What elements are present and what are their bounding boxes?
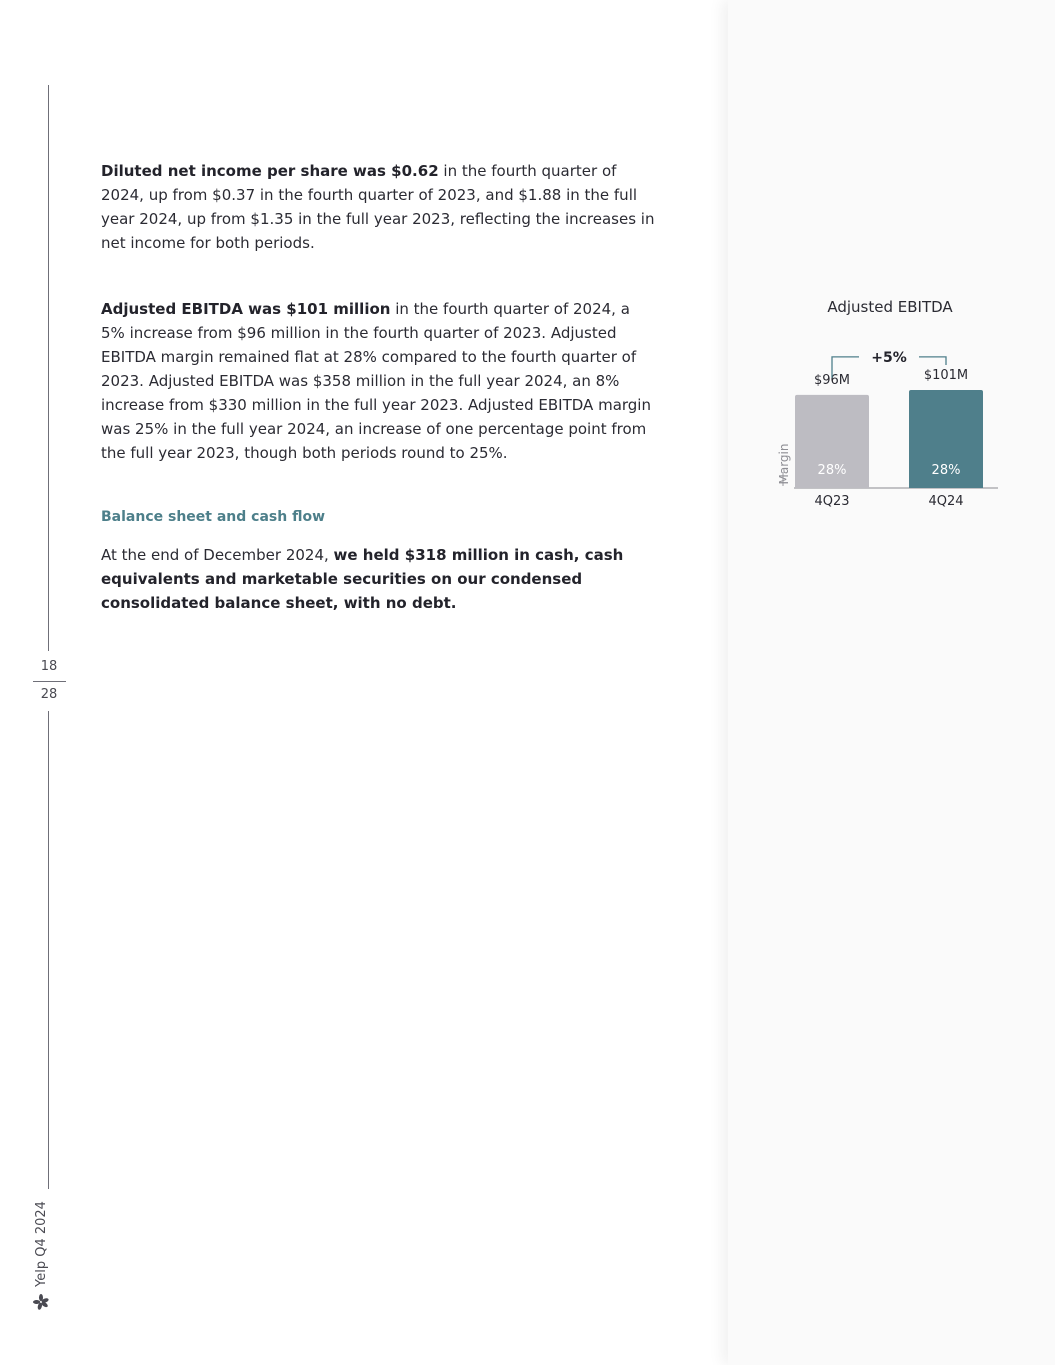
x-tick-label: 4Q24 — [928, 494, 964, 509]
adjusted-ebitda-chart — [760, 290, 1020, 530]
brand-label: Yelp Q4 2024 — [33, 1201, 49, 1287]
right-sidebar-panel — [728, 0, 1055, 1365]
bar-value-label: $96M — [813, 372, 851, 388]
paragraph-text: in the fourth quarter of 2024, up from $0.37 in the fourth quarter of 2023, and $1.88 in the full year 2024, up from $1.35 in the full year 2023, reflecting the increases in net income for both periods. — [101, 162, 655, 252]
margin-axis-label: Margin — [777, 443, 791, 485]
chart-title: Adjusted EBITDA — [827, 298, 953, 316]
brand-footer — [30, 1050, 52, 1310]
bar-margin-label: 28% — [931, 463, 961, 478]
chart-plot — [760, 290, 1020, 530]
paragraph-text: At the end of December 2024, — [101, 546, 334, 564]
bar-value-label: $101M — [923, 368, 969, 383]
paragraph-balance-sheet — [101, 543, 656, 615]
page-divider — [33, 681, 66, 682]
paragraph-diluted-eps — [101, 159, 656, 255]
paragraph-text: in the fourth quarter of 2024, a 5% increase from $96 million in the fourth quarter of 2023. Adjusted EBITDA margin remained flat at 28% compared to the fourth quarter of 2023. Adjusted EBITDA was $358 million in the full year 2024, an 8% increase from $330 million in the full year 2023. Adjusted EBITDA margin was 25% in the full year 2024, an increase of one percentage point from the full year 2023, though both periods round to 25%. — [101, 300, 651, 462]
rail-line-top — [48, 85, 49, 651]
paragraph-bold-lead: Adjusted EBITDA was $101 million — [101, 300, 391, 318]
paragraph-adjusted-ebitda — [101, 297, 656, 465]
paragraph-bold-lead: Diluted net income per share was $0.62 — [101, 162, 439, 180]
page-total: 28 — [40, 687, 58, 702]
bar-margin-label: 28% — [817, 463, 847, 478]
page-current: 18 — [40, 659, 58, 674]
paragraph-bold-statement: we held $318 million in cash, cash equivalents and marketable securities on our condensed consolidated balance sheet, with no debt. — [101, 546, 624, 612]
section-heading-balance-sheet: Balance sheet and cash flow — [101, 509, 326, 525]
x-tick-label: 4Q23 — [814, 494, 850, 509]
change-label: +5% — [871, 349, 907, 366]
change-bracket-right — [919, 357, 946, 365]
yelp-burst-icon — [33, 1294, 49, 1310]
